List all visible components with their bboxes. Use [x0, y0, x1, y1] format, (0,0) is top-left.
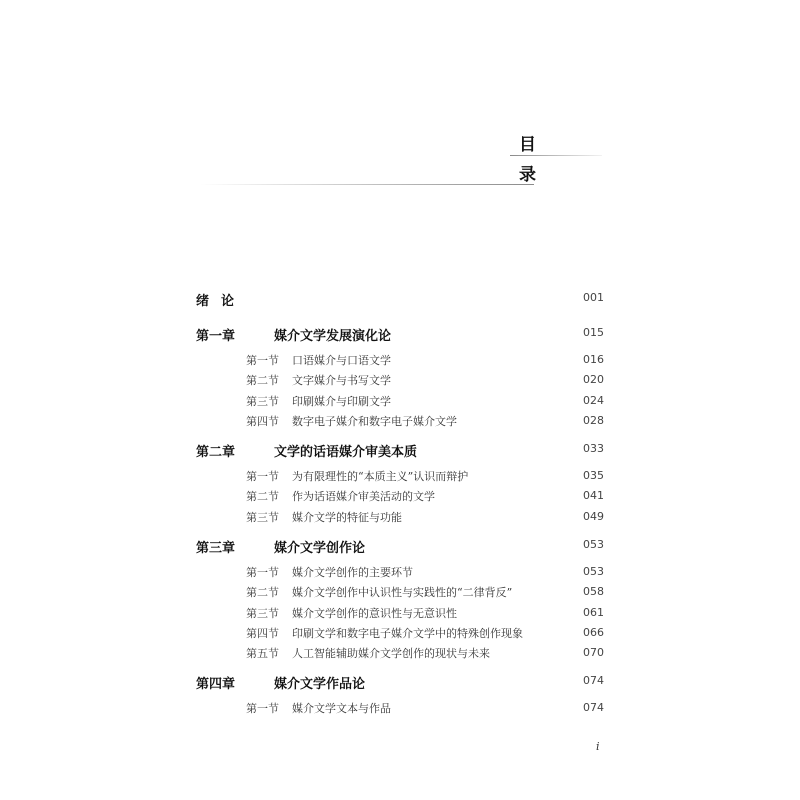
section-page-number: 061 — [583, 606, 604, 619]
toc-entry-section[interactable] — [0, 645, 800, 665]
chapter-number: 第一章 — [196, 329, 236, 344]
chapter-page-number: 033 — [583, 442, 604, 455]
section-page-number: 028 — [583, 414, 604, 427]
section-title: 为有限理性的“本质主义”认识而辩护 — [292, 470, 469, 483]
section-number: 第二节 — [246, 490, 279, 503]
section-page-number: 016 — [583, 353, 604, 366]
section-title: 口语媒介与口语文学 — [292, 354, 391, 367]
section-number: 第四节 — [246, 415, 279, 428]
chapter-title: 媒介文学发展演化论 — [274, 329, 392, 344]
section-title: 人工智能辅助媒介文学创作的现状与未来 — [292, 647, 490, 660]
heading-char-mu: 目 — [519, 135, 536, 155]
chapter-page-number: 053 — [583, 538, 604, 551]
toc-entry-chapter-2[interactable] — [0, 441, 800, 461]
section-number: 第二节 — [246, 586, 279, 599]
section-title: 媒介文学创作的主要环节 — [292, 566, 413, 579]
intro-label: 绪论 — [196, 294, 247, 309]
folio: i — [596, 740, 600, 753]
toc-entry-section[interactable] — [0, 584, 800, 604]
section-title: 文字媒介与书写文学 — [292, 374, 391, 387]
toc-entry-section[interactable] — [0, 413, 800, 433]
toc-entry-chapter-3[interactable] — [0, 537, 800, 557]
section-number: 第一节 — [246, 702, 279, 715]
section-page-number: 070 — [583, 646, 604, 659]
section-number: 第一节 — [246, 566, 279, 579]
chapter-number: 第二章 — [196, 445, 236, 460]
section-number: 第三节 — [246, 395, 279, 408]
section-title: 媒介文学文本与作品 — [292, 702, 391, 715]
chapter-title: 媒介文学作品论 — [274, 677, 366, 692]
section-page-number: 049 — [583, 510, 604, 523]
toc-entry-section[interactable] — [0, 393, 800, 413]
section-title: 媒介文学创作中认识性与实践性的“二律背反” — [292, 586, 513, 599]
section-page-number: 020 — [583, 373, 604, 386]
toc-entry-section[interactable] — [0, 625, 800, 645]
section-number: 第一节 — [246, 354, 279, 367]
toc-entry-chapter-4[interactable] — [0, 673, 800, 693]
toc-entry-chapter-1[interactable] — [0, 325, 800, 345]
heading-char-lu: 录 — [519, 165, 536, 185]
toc-entry-section[interactable] — [0, 468, 800, 488]
chapter-title: 媒介文学创作论 — [274, 541, 366, 556]
section-page-number: 066 — [583, 626, 604, 639]
chapter-number: 第四章 — [196, 677, 236, 692]
section-number: 第四节 — [246, 627, 279, 640]
toc-entry-section[interactable] — [0, 700, 800, 720]
section-number: 第五节 — [246, 647, 279, 660]
section-number: 第一节 — [246, 470, 279, 483]
section-page-number: 058 — [583, 585, 604, 598]
section-page-number: 035 — [583, 469, 604, 482]
section-title: 印刷媒介与印刷文学 — [292, 395, 391, 408]
chapter-number: 第三章 — [196, 541, 236, 556]
section-title: 媒介文学的特征与功能 — [292, 511, 402, 524]
section-title: 媒介文学创作的意识性与无意识性 — [292, 607, 457, 620]
toc-entry-section[interactable] — [0, 509, 800, 529]
section-page-number: 074 — [583, 701, 604, 714]
section-page-number: 024 — [583, 394, 604, 407]
section-number: 第三节 — [246, 607, 279, 620]
toc-entry-section[interactable] — [0, 564, 800, 584]
section-title: 数字电子媒介和数字电子媒介文学 — [292, 415, 457, 428]
section-page-number: 041 — [583, 489, 604, 502]
chapter-title: 文学的话语媒介审美本质 — [274, 445, 418, 460]
toc-entry-section[interactable] — [0, 352, 800, 372]
section-number: 第二节 — [246, 374, 279, 387]
toc-entry-intro[interactable] — [0, 290, 800, 310]
intro-page-number: 001 — [583, 291, 604, 304]
section-title: 作为话语媒介审美活动的文学 — [292, 490, 435, 503]
toc-entry-section[interactable] — [0, 605, 800, 625]
section-number: 第三节 — [246, 511, 279, 524]
chapter-page-number: 074 — [583, 674, 604, 687]
section-title: 印刷文学和数字电子媒介文学中的特殊创作现象 — [292, 627, 523, 640]
toc-entry-section[interactable] — [0, 488, 800, 508]
section-page-number: 053 — [583, 565, 604, 578]
chapter-page-number: 015 — [583, 326, 604, 339]
toc-entry-section[interactable] — [0, 372, 800, 392]
